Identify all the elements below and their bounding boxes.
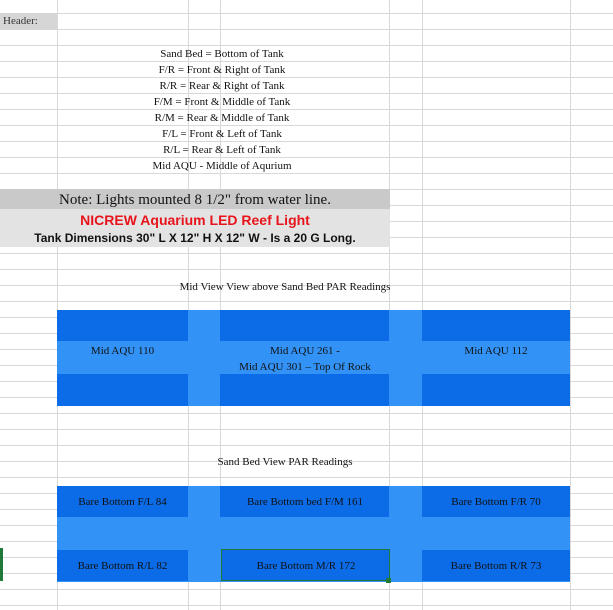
mid-center-top[interactable] bbox=[220, 310, 389, 341]
mid-right-top[interactable] bbox=[422, 310, 570, 341]
fill-handle[interactable] bbox=[386, 578, 391, 583]
mid-left-bottom[interactable] bbox=[57, 374, 188, 406]
sand-view-title: Sand Bed View PAR Readings bbox=[217, 456, 353, 468]
sand-rear-left-reading: Bare Bottom R/L 82 bbox=[77, 560, 168, 572]
legend-rear-right: R/R = Rear & Right of Tank bbox=[159, 80, 285, 92]
legend-front-left: F/L = Front & Left of Tank bbox=[162, 128, 282, 140]
mid-center-reading-rock[interactable]: Mid AQU 301 – Top Of Rock bbox=[239, 361, 371, 373]
sand-front-left-reading: Bare Bottom F/L 84 bbox=[78, 496, 167, 508]
legend-front-right: F/R = Front & Right of Tank bbox=[158, 64, 286, 76]
legend-front-middle: F/M = Front & Middle of Tank bbox=[153, 96, 291, 108]
mid-view-title: Mid View View above Sand Bed PAR Readings bbox=[179, 281, 391, 293]
sand-rear-middle-reading: Bare Bottom M/R 172 bbox=[256, 560, 356, 572]
legend-rear-middle: R/M = Rear & Middle of Tank bbox=[154, 112, 290, 124]
mid-center-bottom[interactable] bbox=[220, 374, 389, 406]
mid-left-reading[interactable]: Mid AQU 110 bbox=[90, 345, 155, 357]
header-label: Header: bbox=[3, 15, 38, 27]
mid-right-bottom[interactable] bbox=[422, 374, 570, 406]
sand-front-right-reading: Bare Bottom F/R 70 bbox=[451, 496, 541, 508]
row-selection-indicator bbox=[0, 548, 3, 581]
tank-dimensions: Tank Dimensions 30" L X 12" H X 12" W - Is a 20 G Long. bbox=[34, 231, 356, 245]
mid-center-reading[interactable]: Mid AQU 261 - bbox=[270, 345, 340, 357]
sand-front-middle-reading: Bare Bottom bed F/M 161 bbox=[246, 496, 364, 508]
note-text: Note: Lights mounted 8 1/2" from water line. bbox=[59, 192, 331, 208]
legend-sand-bed: Sand Bed = Bottom of Tank bbox=[160, 48, 284, 60]
mid-right-reading[interactable]: Mid AQU 112 bbox=[464, 345, 528, 357]
header-cell[interactable] bbox=[0, 13, 57, 30]
mid-left-top[interactable] bbox=[57, 310, 188, 341]
sand-rear-right-reading: Bare Bottom R/R 73 bbox=[450, 560, 542, 572]
brand-title: NICREW Aquarium LED Reef Light bbox=[80, 212, 310, 228]
legend-mid-aquarium: Mid AQU - Middle of Aqurium bbox=[152, 160, 292, 172]
legend-rear-left: R/L = Rear & Left of Tank bbox=[163, 144, 281, 156]
